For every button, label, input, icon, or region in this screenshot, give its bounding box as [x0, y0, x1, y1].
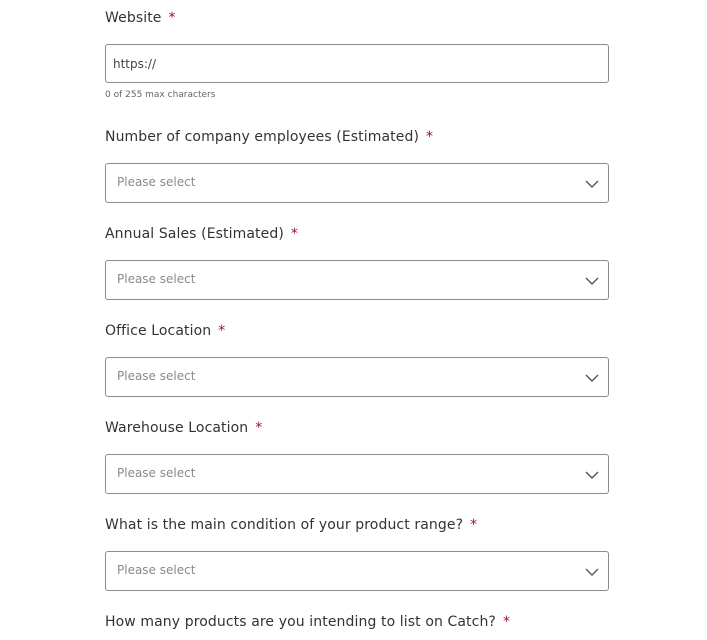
office-location-select[interactable] [105, 357, 609, 397]
website-input[interactable] [105, 44, 609, 83]
employees-select[interactable] [105, 163, 609, 203]
required-marker: * [290, 226, 298, 242]
annual-sales-label [105, 224, 298, 244]
product-condition-select[interactable] [105, 551, 609, 591]
required-marker: * [426, 129, 434, 145]
select-placeholder: Please select [117, 175, 196, 189]
chevron-down-icon [584, 176, 600, 192]
website-label-text: Website [105, 10, 162, 26]
office-location-label-text: Office Location [105, 323, 212, 339]
required-marker: * [470, 517, 478, 533]
employees-label-text: Number of company employees (Estimated) [105, 129, 420, 145]
chevron-down-icon [584, 564, 600, 580]
select-placeholder: Please select [117, 272, 196, 286]
employees-label [105, 127, 433, 147]
website-label [105, 8, 176, 28]
warehouse-location-select[interactable] [105, 454, 609, 494]
chevron-down-icon [584, 273, 600, 289]
chevron-down-icon [584, 370, 600, 386]
chevron-down-icon [584, 467, 600, 483]
product-condition-label [105, 515, 477, 535]
annual-sales-label-text: Annual Sales (Estimated) [105, 226, 284, 242]
required-marker: * [502, 614, 511, 630]
select-placeholder: Please select [117, 466, 196, 480]
website-char-count: 0 of 255 max characters [105, 90, 216, 100]
annual-sales-select[interactable] [105, 260, 609, 300]
product-condition-label-text: What is the main condition of your product range? [105, 517, 464, 533]
required-marker: * [168, 10, 176, 26]
products-count-label [105, 612, 510, 632]
select-placeholder: Please select [117, 563, 196, 577]
warehouse-location-label [105, 418, 262, 438]
warehouse-location-label-text: Warehouse Location [105, 420, 249, 436]
required-marker: * [255, 420, 263, 436]
products-count-label-text: How many products are you intending to list on Catch? [105, 614, 496, 630]
select-placeholder: Please select [117, 369, 196, 383]
office-location-label [105, 321, 225, 341]
required-marker: * [218, 323, 226, 339]
